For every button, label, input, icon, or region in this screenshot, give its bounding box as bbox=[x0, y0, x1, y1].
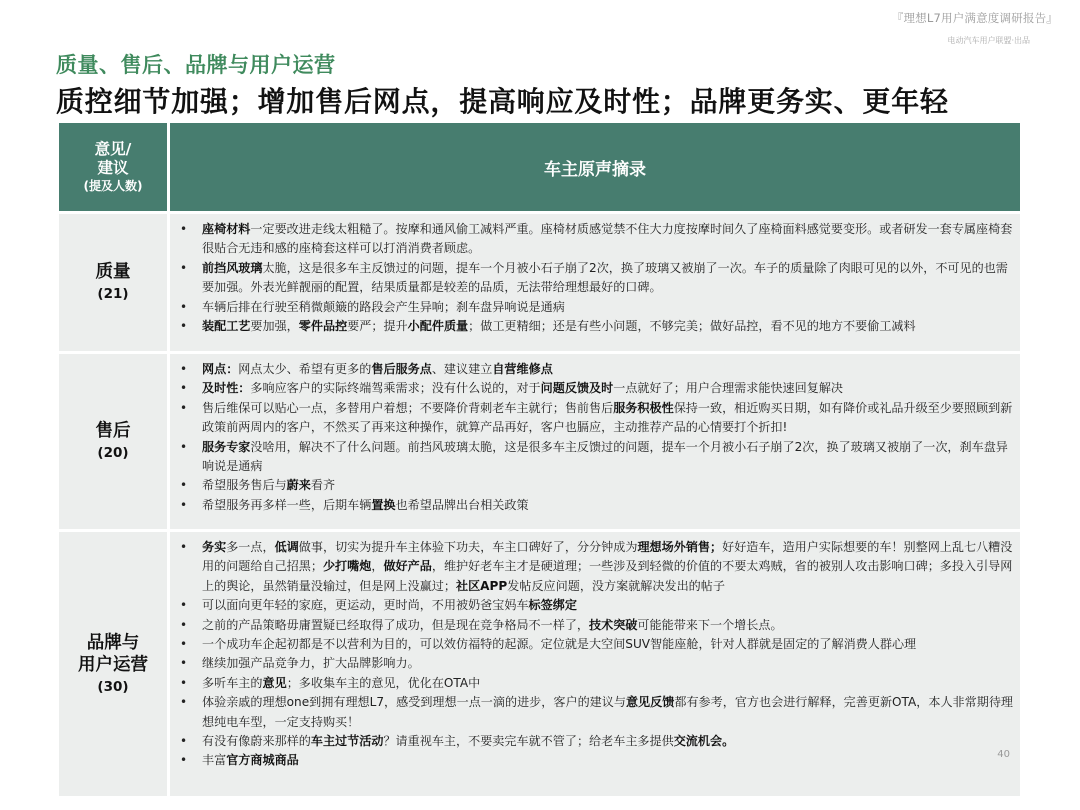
quote-keyword: 低调 bbox=[274, 540, 299, 554]
category-count: (30) bbox=[97, 678, 129, 695]
quote-bullet: • 车辆后排在行驶至稍微颠簸的路段会产生异响；刹车盘异响说是通病 bbox=[170, 298, 1014, 317]
quote-keyword: 少打嘴炮 bbox=[322, 559, 372, 574]
quote-list-brand bbox=[170, 538, 1014, 771]
quote-keyword: 交流机会。 bbox=[673, 734, 735, 749]
quote-bullet: • 继续加强产品竞争力，扩大品牌影响力。 bbox=[170, 654, 1014, 673]
header-opinion-line-1: 意见/ bbox=[94, 139, 132, 158]
quote-bullet: • 可以面向更年轻的家庭，更运动，更时尚，不用被奶爸宝妈车标签绑定 bbox=[170, 596, 1014, 615]
quote-keyword: 小配件质量 bbox=[407, 319, 469, 334]
quote-bullet: • 及时性：多响应客户的实际终端驾乘需求；没有什么说的，对于问题反馈及时一点就好了；用户合理需求能快速回复解决 bbox=[170, 379, 1014, 398]
quote-keyword: 座椅材料 bbox=[202, 222, 251, 236]
quote-bullet: • 希望服务再多样一些，后期车辆置换也希望品牌出台相关政策 bbox=[170, 496, 1014, 515]
quote-bullet: • 前挡风玻璃太脆，这是很多车主反馈过的问题，提车一个月被小石子崩了2次，换了玻璃又被崩了一次。车子的质量除了肉眼可见的以外，不可见的也需要加强。外表光鲜靓丽的配置，结果质量都是较差的品质，无法带给理想最好的口碑。 bbox=[170, 259, 1014, 298]
quote-keyword: 售后服务点 bbox=[371, 362, 432, 376]
feedback-table bbox=[59, 123, 1020, 796]
quote-keyword: 做好产品 bbox=[383, 559, 432, 574]
category-count: (20) bbox=[97, 445, 129, 461]
quote-bullet: • 座椅材料一定要改进走线太粗糙了。按摩和通风偷工减料严重。座椅材质感觉禁不住大力度按摩时间久了座椅面料感觉要变形。或者研发一套专属座椅套很贴合无违和感的座椅套这样可以打消消费者顾虑。 bbox=[170, 220, 1014, 259]
quote-keyword: 零件品控 bbox=[298, 319, 348, 334]
table-row-quality bbox=[59, 214, 1020, 351]
header-opinion-line-2: 建议 bbox=[97, 158, 129, 177]
quote-bullet: • 多听车主的意见；多收集车主的意见，优化在OTA中 bbox=[170, 674, 1014, 693]
quote-keyword: 及时性： bbox=[202, 381, 251, 396]
page-number: 40 bbox=[997, 749, 1010, 760]
quote-bullet: • 售后维保可以贴心一点，多替用户着想；不要降价背刺老车主就行；售前售后服务积极性保持一致，相近购买日期，如有降价或礼品升级至少要照顾到新政策前两周内的客户，不然买了再来这种操作，就算产品再好，客户也膈应，主动推荐产品的心情要打个折扣! bbox=[170, 399, 1014, 438]
table-row-brand bbox=[59, 532, 1020, 796]
category-name-line-1: 品牌与 bbox=[86, 632, 140, 653]
quote-list-quality bbox=[170, 220, 1014, 336]
category-name-line-2: 用户运营 bbox=[78, 654, 148, 675]
header-opinion-column bbox=[59, 123, 167, 211]
quote-bullet: • 服务专家没啥用，解决不了什么问题。前挡风玻璃太脆，这是很多车主反馈过的问题，提车一个月被小石子崩了2次，换了玻璃又被崩了一次，刹车盘异响说是通病 bbox=[170, 438, 1014, 477]
category-cell-quality bbox=[59, 214, 167, 351]
section-title: 质量、售后、品牌与用户运营 bbox=[56, 53, 336, 77]
quote-keyword: 车主过节活动 bbox=[310, 734, 384, 749]
quote-keyword: 理想场外销售； bbox=[637, 540, 723, 554]
header-opinion-line-3: (提及人数) bbox=[83, 178, 143, 193]
quote-bullet: • 体验亲戚的理想one到拥有理想L7，感受到理想一点一滴的进步，客户的建议与意见反馈都有参考，官方也会进行解释，完善更新OTA，本人非常期待理想纯电车型，一定支持购买！ bbox=[170, 693, 1014, 732]
category-cell-aftersales bbox=[59, 354, 167, 529]
quote-bullet: • 装配工艺要加强，零件品控要严；提升小配件质量；做工更精细；还是有些小问题，不够完美；做好品控，看不见的地方不要偷工减料 bbox=[170, 317, 1014, 336]
quote-keyword: 自营维修点 bbox=[492, 362, 553, 376]
quote-keyword: 装配工艺 bbox=[202, 319, 251, 334]
quote-keyword: 社区APP bbox=[455, 578, 508, 593]
header-quotes-column: 车主原声摘录 bbox=[544, 159, 646, 180]
category-count: (21) bbox=[97, 286, 129, 302]
page-title: 质控细节加强；增加售后网点，提高响应及时性；品牌更务实、更年轻 bbox=[56, 85, 949, 118]
quote-bullet: • 有没有像蔚来那样的车主过节活动？请重视车主，不要卖完车就不管了；给老车主多提供交流机会。 bbox=[170, 732, 1014, 751]
report-title: 『理想L7用户满意度调研报告』 bbox=[891, 11, 1058, 25]
category-name: 售后 bbox=[95, 421, 131, 441]
quote-list-aftersales bbox=[170, 360, 1014, 515]
category-cell-brand bbox=[59, 532, 167, 796]
quote-keyword: 前挡风玻璃 bbox=[202, 260, 263, 275]
quote-keyword: 官方商城商品 bbox=[226, 753, 299, 768]
quote-bullet: • 之前的产品策略毋庸置疑已经取得了成功，但是现在竞争格局不一样了，技术突破可能能带来下一个增长点。 bbox=[170, 616, 1014, 635]
quote-keyword: 置换 bbox=[371, 497, 396, 512]
quote-keyword: 网点： bbox=[202, 362, 239, 376]
quote-bullet: • 丰富官方商城商品 bbox=[170, 751, 1014, 770]
quote-bullet: • 希望服务售后与蔚来看齐 bbox=[170, 476, 1014, 495]
table-header bbox=[59, 123, 1020, 211]
quote-keyword: 务实 bbox=[202, 540, 227, 554]
quote-keyword: 标签绑定 bbox=[528, 598, 577, 613]
quote-keyword: 问题反馈及时 bbox=[540, 381, 614, 396]
category-name: 质量 bbox=[95, 262, 131, 282]
quote-keyword: 技术突破 bbox=[589, 617, 638, 632]
table-row-aftersales bbox=[59, 354, 1020, 529]
quote-keyword: 服务积极性 bbox=[613, 400, 674, 415]
quote-bullet: • 一个成功车企起初都是不以营利为目的，可以效仿福特的起源。定位就是大空间SUV智能座舱，针对人群就是固定的了解消费人群心理 bbox=[170, 635, 1014, 654]
quote-bullet: • 务实多一点，低调做事，切实为提升车主体验下功夫，车主口碑好了，分分钟成为理想场外销售；好好造车，造用户实际想要的车！别整网上乱七八糟没用的问题给自己招黑；少打嘴炮，做好产品，维护好老车主才是硬道理；一些涉及到轻微的价值的不要太鸡贼，省的被别人攻击影响口碑；多投入引导网上的舆论，虽然销量没输过，但是网上没赢过；社区APP发帖反应问题，没方案就解决发出的帖子 bbox=[170, 538, 1014, 596]
quote-keyword: 意见反馈 bbox=[625, 695, 675, 710]
quote-keyword: 意见 bbox=[262, 675, 287, 690]
quote-keyword: 服务专家 bbox=[202, 439, 251, 454]
quote-keyword: 蔚来 bbox=[286, 478, 311, 493]
quote-bullet: • 网点：网点太少、希望有更多的售后服务点、建议建立自营维修点 bbox=[170, 360, 1014, 379]
report-subtitle: 电动汽车用户联盟·出品 bbox=[947, 36, 1030, 45]
